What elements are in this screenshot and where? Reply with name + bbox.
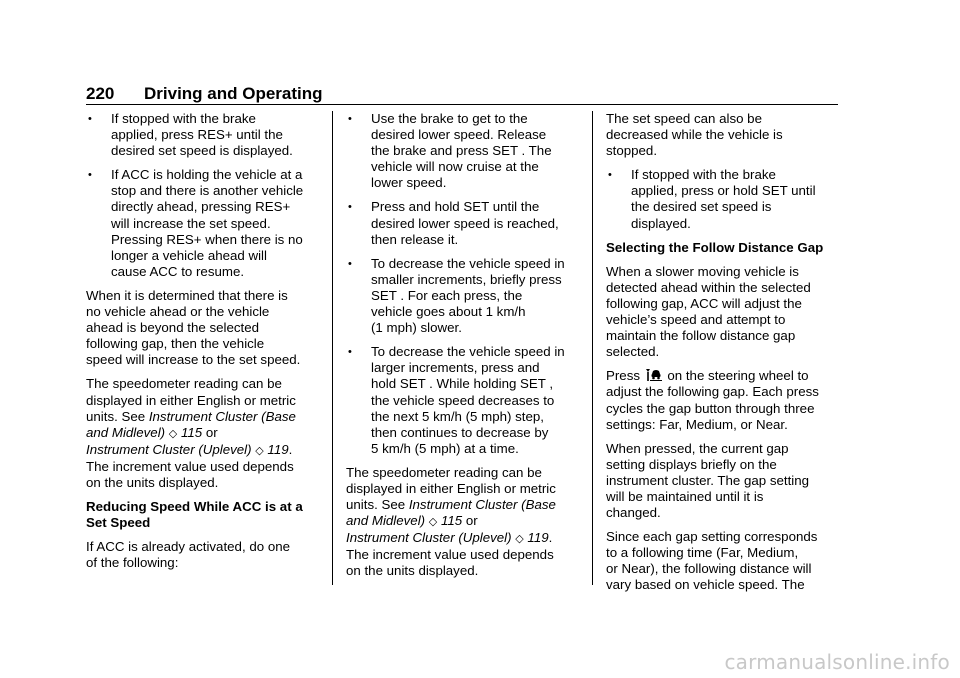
xref-link[interactable]: Instrument Cluster (Uplevel) [86, 441, 252, 457]
column-1 [86, 111, 326, 579]
bullet-item: • To decrease the vehicle speed in smaller increments, briefly press SET . For each press, the vehicle goes about 1 km/h (1 mph) slower. [348, 255, 565, 336]
follow-distance-gap-icon [644, 368, 664, 382]
xref-link[interactable]: Instrument Cluster (Uplevel) [346, 530, 512, 546]
xref-arrow-icon: ◇ [515, 533, 524, 546]
paragraph: Since each gap setting corresponds to a following time (Far, Medium, or Near), the following distance will vary based on vehicle speed. The [606, 529, 818, 593]
watermark-text: carmanualsonline.info [724, 650, 950, 674]
bullet-item: • To decrease the vehicle speed in larger increments, press and hold SET . While holding SET , the vehicle speed decreases to the next 5 km/h (5 mph) step, then continues to decrease by 5 km/h (5 mph) at a time. [348, 344, 565, 456]
bullet-icon: • [608, 169, 612, 182]
bullet-icon: • [348, 346, 352, 359]
page-number: 220 [86, 84, 115, 103]
column-2 [346, 111, 586, 588]
xref-link[interactable]: and Midlevel) [86, 424, 166, 440]
bullet-item: • If stopped with the brake applied, press RES+ until the desired set speed is displayed. [88, 111, 293, 159]
header-rule [86, 104, 838, 105]
xref-link[interactable]: Instrument Cluster (Base [148, 408, 296, 424]
paragraph: The set speed can also be decreased while the vehicle is stopped. [606, 111, 783, 159]
bullet-icon: • [348, 113, 352, 125]
paragraph: If ACC is already activated, do one of the following: [86, 539, 290, 571]
page-header [86, 84, 323, 104]
bullet-icon: • [348, 201, 352, 214]
xref-arrow-icon: ◇ [255, 444, 264, 457]
paragraph: The speedometer reading can be displayed in either English or metric units. See Instrument Cluster (Base and Midlevel) ◇ 115 or Instrument Cluster (Uplevel) ◇ 119. The increment value used depends on the units displayed. [346, 464, 556, 579]
bullet-icon: • [348, 257, 352, 270]
bullet-item: • Press and hold SET until the desired lower speed is reached, then release it. [348, 199, 559, 247]
page-ref[interactable]: 115 [440, 513, 463, 529]
subheading: Selecting the Follow Distance Gap [606, 239, 824, 255]
paragraph: When a slower moving vehicle is detected ahead within the selected following gap, ACC will adjust the vehicle’s speed and attempt to maintain the follow distance gap selected. [606, 263, 811, 360]
xref-arrow-icon: ◇ [428, 516, 438, 529]
xref-link[interactable]: and Midlevel) [346, 513, 426, 529]
paragraph: The speedometer reading can be displayed in either English or metric units. See Instrument Cluster (Base and Midlevel) ◇ 115 or Instrument Cluster (Uplevel) ◇ 119. The increment value used depends on the units displayed. [86, 376, 296, 490]
page-ref[interactable]: 119 [267, 441, 289, 457]
section-title: Driving and Operating [144, 84, 323, 103]
page-ref[interactable]: 115 [180, 424, 203, 440]
column-3 [606, 111, 846, 602]
paragraph: Press on the steering wheel to adjust the following gap. Each press cycles the gap button through three settings: Far, Medium, or Near. [606, 368, 819, 432]
bullet-item: • If stopped with the brake applied, press or hold SET until the desired set speed is displayed. [608, 167, 816, 231]
page-ref[interactable]: 119 [527, 530, 549, 546]
paragraph: When it is determined that there is no vehicle ahead or the vehicle ahead is beyond the selected following gap, then the vehicle speed will increase to the set speed. [86, 287, 301, 368]
column-divider-1 [332, 111, 333, 585]
bullet-item: • If ACC is holding the vehicle at a stop and there is another vehicle directly ahead, pressing RES+ will increase the set speed. Pressing RES+ when there is no longer a vehicle ahead will cause ACC to resume. [88, 167, 304, 279]
paragraph: When pressed, the current gap setting displays briefly on the instrument cluster. The gap setting will be maintained until it is changed. [606, 440, 810, 521]
column-divider-2 [592, 111, 593, 585]
xref-arrow-icon: ◇ [168, 427, 178, 440]
subheading: Reducing Speed While ACC is at a Set Speed [86, 499, 303, 531]
xref-link[interactable]: Instrument Cluster (Base [408, 497, 556, 513]
bullet-icon: • [88, 169, 92, 182]
bullet-item: • Use the brake to get to the desired lower speed. Release the brake and press SET . The vehicle will now cruise at the lower speed. [348, 111, 552, 191]
bullet-icon: • [88, 113, 92, 125]
